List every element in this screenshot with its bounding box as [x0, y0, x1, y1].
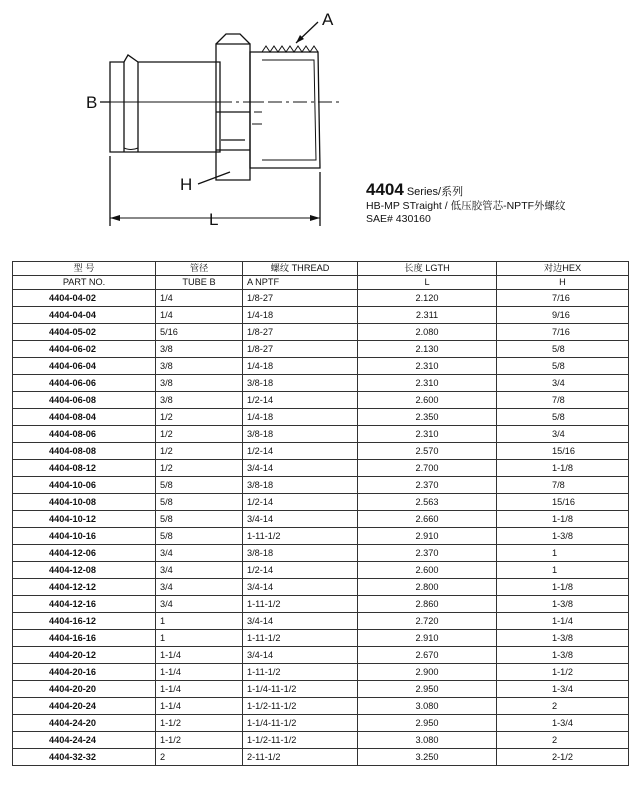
tube-cell: 5/16	[156, 324, 243, 341]
header-hex: 对边HEX	[497, 262, 629, 276]
part-no-cell: 4404-08-12	[13, 460, 156, 477]
hex-cell: 7/8	[497, 392, 629, 409]
series-code: 4404	[366, 180, 404, 199]
tube-cell: 3/8	[156, 375, 243, 392]
header-tube: 管径	[156, 262, 243, 276]
hex-cell: 2-1/2	[497, 749, 629, 766]
table-row	[13, 630, 629, 647]
table-row	[13, 460, 629, 477]
table-row	[13, 392, 629, 409]
length-cell: 2.350	[358, 409, 497, 426]
thread-cell: 1-1/2-11-1/2	[243, 732, 358, 749]
thread-cell: 1/2-14	[243, 443, 358, 460]
thread-cell: 3/4-14	[243, 511, 358, 528]
tube-cell: 3/4	[156, 545, 243, 562]
thread-cell: 1/8-27	[243, 341, 358, 358]
part-no-cell: 4404-32-32	[13, 749, 156, 766]
hex-cell: 1-1/4	[497, 613, 629, 630]
hex-cell: 5/8	[497, 409, 629, 426]
part-no-cell: 4404-06-08	[13, 392, 156, 409]
length-cell: 2.860	[358, 596, 497, 613]
tube-cell: 1	[156, 613, 243, 630]
thread-outline	[250, 52, 320, 168]
hex-cell: 15/16	[497, 494, 629, 511]
part-no-cell: 4404-08-04	[13, 409, 156, 426]
header-row-chinese	[13, 262, 629, 276]
part-no-cell: 4404-20-20	[13, 681, 156, 698]
bore-slot	[124, 104, 138, 150]
table-row	[13, 494, 629, 511]
hex-cell: 15/16	[497, 443, 629, 460]
part-no-cell: 4404-12-12	[13, 579, 156, 596]
hex-cell: 5/8	[497, 341, 629, 358]
hex-cell: 3/4	[497, 375, 629, 392]
hex-cell: 1-1/8	[497, 579, 629, 596]
table-row	[13, 477, 629, 494]
table-row	[13, 681, 629, 698]
table-row	[13, 375, 629, 392]
header-part-no: PART NO.	[13, 276, 156, 290]
table-row	[13, 443, 629, 460]
thread-cell: 3/4-14	[243, 613, 358, 630]
tube-cell: 1-1/4	[156, 681, 243, 698]
product-description: HB-MP STraight / 低压胶管芯-NPTF外螺纹	[366, 200, 566, 212]
table-row	[13, 664, 629, 681]
part-no-cell: 4404-04-04	[13, 307, 156, 324]
length-cell: 2.700	[358, 460, 497, 477]
table-row	[13, 324, 629, 341]
length-cell: 2.720	[358, 613, 497, 630]
hex-cell: 3/4	[497, 426, 629, 443]
table-row	[13, 562, 629, 579]
tube-cell: 5/8	[156, 528, 243, 545]
label-b: B	[86, 93, 98, 112]
table-row	[13, 647, 629, 664]
hex-cell: 7/16	[497, 324, 629, 341]
hex-cell: 9/16	[497, 307, 629, 324]
part-no-cell: 4404-12-16	[13, 596, 156, 613]
table-row	[13, 545, 629, 562]
thread-cell: 3/8-18	[243, 426, 358, 443]
table-row	[13, 358, 629, 375]
spec-table-body	[13, 290, 629, 766]
part-no-cell: 4404-24-20	[13, 715, 156, 732]
thread-cell: 3/4-14	[243, 460, 358, 477]
label-l: L	[209, 210, 219, 229]
part-no-cell: 4404-24-24	[13, 732, 156, 749]
length-cell: 2.910	[358, 528, 497, 545]
tube-cell: 1-1/4	[156, 698, 243, 715]
part-no-cell: 4404-04-02	[13, 290, 156, 307]
part-no-cell: 4404-06-02	[13, 341, 156, 358]
tube-cell: 3/8	[156, 392, 243, 409]
thread-cell: 1/8-27	[243, 324, 358, 341]
table-row	[13, 698, 629, 715]
length-cell: 2.310	[358, 426, 497, 443]
part-no-cell: 4404-20-24	[13, 698, 156, 715]
hex-cell: 7/16	[497, 290, 629, 307]
thread-cell: 1/2-14	[243, 392, 358, 409]
hex-cell: 1-1/2	[497, 664, 629, 681]
header-thread: 螺纹 THREAD	[243, 262, 358, 276]
thread-cell: 1/2-14	[243, 562, 358, 579]
hex-cell: 1-3/8	[497, 596, 629, 613]
thread-cell: 1-11-1/2	[243, 596, 358, 613]
thread-cell: 3/4-14	[243, 579, 358, 596]
part-no-cell: 4404-20-16	[13, 664, 156, 681]
part-no-cell: 4404-05-02	[13, 324, 156, 341]
tube-cell: 5/8	[156, 494, 243, 511]
tube-cell: 1	[156, 630, 243, 647]
table-row	[13, 732, 629, 749]
hex-cell: 1-1/8	[497, 460, 629, 477]
tube-cell: 2	[156, 749, 243, 766]
length-cell: 2.600	[358, 392, 497, 409]
part-no-cell: 4404-20-12	[13, 647, 156, 664]
length-cell: 2.080	[358, 324, 497, 341]
tube-cell: 1/4	[156, 307, 243, 324]
length-cell: 2.950	[358, 681, 497, 698]
dim-l-arrow-left	[110, 215, 120, 221]
length-cell: 3.080	[358, 732, 497, 749]
hex-cell: 2	[497, 698, 629, 715]
part-no-cell: 4404-10-12	[13, 511, 156, 528]
tube-cell: 1-1/2	[156, 715, 243, 732]
thread-cell: 2-11-1/2	[243, 749, 358, 766]
dim-l-arrow-right	[310, 215, 320, 221]
hex-cell: 1-3/8	[497, 528, 629, 545]
label-h: H	[180, 175, 193, 194]
hex-cell: 2	[497, 732, 629, 749]
table-row	[13, 749, 629, 766]
length-cell: 2.900	[358, 664, 497, 681]
header-row-english	[13, 276, 629, 290]
hex-cell: 1	[497, 545, 629, 562]
thread-teeth	[262, 46, 318, 52]
thread-cell: 1-11-1/2	[243, 664, 358, 681]
header-a-nptf: A NPTF	[243, 276, 358, 290]
table-row	[13, 426, 629, 443]
hex-cell: 1-3/8	[497, 647, 629, 664]
tube-cell: 5/8	[156, 511, 243, 528]
leader-h	[198, 172, 230, 184]
tube-cell: 5/8	[156, 477, 243, 494]
length-cell: 3.250	[358, 749, 497, 766]
label-a: A	[322, 10, 334, 29]
tube-cell: 1/2	[156, 426, 243, 443]
tube-cell: 3/4	[156, 562, 243, 579]
thread-inner	[262, 60, 316, 160]
tube-cell: 1/2	[156, 409, 243, 426]
tube-cell: 3/4	[156, 579, 243, 596]
tube-cell: 3/8	[156, 358, 243, 375]
thread-cell: 1/8-27	[243, 290, 358, 307]
table-row	[13, 511, 629, 528]
header-length: 长度 LGTH	[358, 262, 497, 276]
thread-cell: 1/4-18	[243, 358, 358, 375]
hex-cell: 1	[497, 562, 629, 579]
length-cell: 2.910	[358, 630, 497, 647]
thread-cell: 3/8-18	[243, 477, 358, 494]
tube-cell: 1/4	[156, 290, 243, 307]
table-row	[13, 715, 629, 732]
thread-cell: 1-11-1/2	[243, 630, 358, 647]
header-l: L	[358, 276, 497, 290]
thread-bore-hatch	[252, 102, 262, 124]
series-word: Series/系列	[406, 186, 464, 198]
tube-cell: 1-1/4	[156, 647, 243, 664]
length-cell: 2.800	[358, 579, 497, 596]
header-h: H	[497, 276, 629, 290]
hex-chamfer	[216, 34, 250, 44]
part-no-cell: 4404-08-08	[13, 443, 156, 460]
table-row	[13, 528, 629, 545]
thread-cell: 3/8-18	[243, 545, 358, 562]
thread-cell: 1-11-1/2	[243, 528, 358, 545]
length-cell: 2.310	[358, 358, 497, 375]
tube-cell: 1-1/2	[156, 732, 243, 749]
header-tube-b: TUBE B	[156, 276, 243, 290]
table-row	[13, 579, 629, 596]
spec-table	[12, 261, 629, 766]
table-row	[13, 409, 629, 426]
length-cell: 2.310	[358, 375, 497, 392]
part-no-cell: 4404-10-08	[13, 494, 156, 511]
tube-cell: 1/2	[156, 443, 243, 460]
hex-cell: 1-3/8	[497, 630, 629, 647]
thread-cell: 3/8-18	[243, 375, 358, 392]
length-cell: 2.670	[358, 647, 497, 664]
length-cell: 2.311	[358, 307, 497, 324]
length-cell: 2.370	[358, 477, 497, 494]
length-cell: 2.120	[358, 290, 497, 307]
sae-number: SAE# 430160	[366, 213, 431, 225]
length-cell: 3.080	[358, 698, 497, 715]
length-cell: 2.563	[358, 494, 497, 511]
thread-cell: 1-1/2-11-1/2	[243, 698, 358, 715]
length-cell: 2.660	[358, 511, 497, 528]
thread-cell: 1-1/4-11-1/2	[243, 681, 358, 698]
part-no-cell: 4404-16-12	[13, 613, 156, 630]
part-no-cell: 4404-06-06	[13, 375, 156, 392]
table-row	[13, 596, 629, 613]
table-row	[13, 613, 629, 630]
thread-cell: 3/4-14	[243, 647, 358, 664]
hex-cell: 1-3/4	[497, 715, 629, 732]
length-cell: 2.600	[358, 562, 497, 579]
barb-body-outline	[110, 55, 220, 152]
thread-cell: 1/4-18	[243, 307, 358, 324]
hex-cell: 7/8	[497, 477, 629, 494]
tube-cell: 3/4	[156, 596, 243, 613]
part-no-cell: 4404-12-08	[13, 562, 156, 579]
hex-cell: 1-3/4	[497, 681, 629, 698]
thread-cell: 1/2-14	[243, 494, 358, 511]
tube-cell: 1-1/4	[156, 664, 243, 681]
part-no-cell: 4404-12-06	[13, 545, 156, 562]
tube-cell: 3/8	[156, 341, 243, 358]
thread-cell: 1-1/4-11-1/2	[243, 715, 358, 732]
thread-cell: 1/4-18	[243, 409, 358, 426]
part-no-cell: 4404-10-16	[13, 528, 156, 545]
length-cell: 2.570	[358, 443, 497, 460]
header-part: 型 号	[13, 262, 156, 276]
tube-cell: 1/2	[156, 460, 243, 477]
hex-cell: 5/8	[497, 358, 629, 375]
part-no-cell: 4404-16-16	[13, 630, 156, 647]
length-cell: 2.950	[358, 715, 497, 732]
table-row	[13, 341, 629, 358]
title-block	[366, 180, 566, 226]
part-no-cell: 4404-06-04	[13, 358, 156, 375]
length-cell: 2.370	[358, 545, 497, 562]
part-no-cell: 4404-10-06	[13, 477, 156, 494]
part-no-cell: 4404-08-06	[13, 426, 156, 443]
length-cell: 2.130	[358, 341, 497, 358]
hex-faces	[216, 112, 250, 150]
table-row	[13, 307, 629, 324]
barb-ridges	[124, 62, 138, 152]
hex-cell: 1-1/8	[497, 511, 629, 528]
table-row	[13, 290, 629, 307]
